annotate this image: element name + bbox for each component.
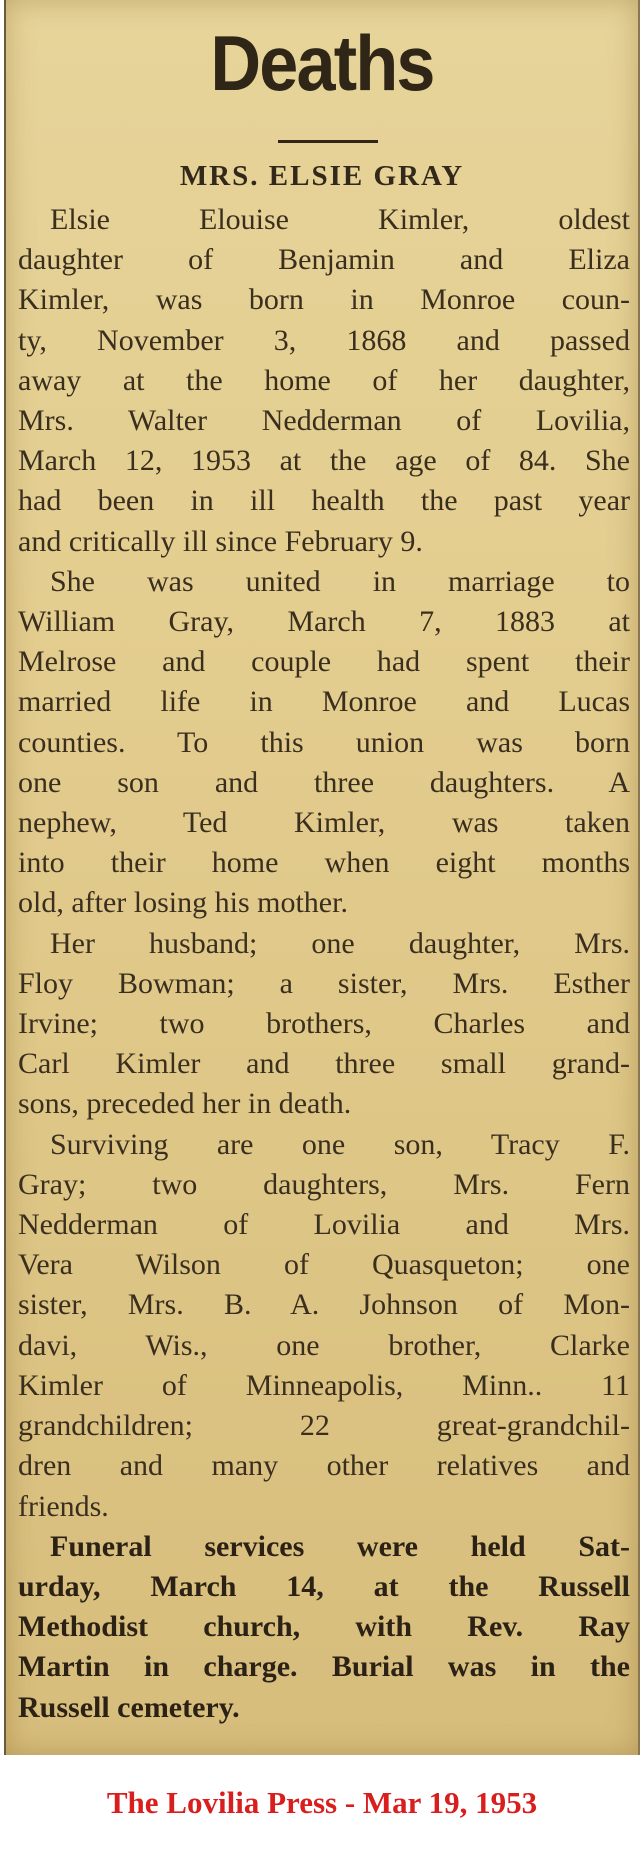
text-line: old, after losing his mother. bbox=[18, 886, 348, 920]
section-heading: Deaths bbox=[210, 19, 434, 107]
text-line: Surviving are one son, Tracy F. bbox=[50, 1127, 630, 1161]
text-line: davi, Wis., one brother, Clarke bbox=[18, 1328, 630, 1362]
text-line: and critically ill since February 9. bbox=[18, 524, 423, 558]
text-line: Kimler, was born in Monroe coun- bbox=[18, 283, 630, 317]
text-line: sons, preceded her in death. bbox=[18, 1087, 352, 1121]
text-line: into their home when eight months bbox=[18, 846, 630, 880]
text-line: Irvine; two brothers, Charles and bbox=[18, 1007, 630, 1041]
obituary-paragraph bbox=[18, 562, 630, 924]
text-line: grandchildren; 22 great-grandchil- bbox=[18, 1409, 630, 1443]
text-line: dren and many other relatives and bbox=[18, 1449, 630, 1483]
obituary-paragraph bbox=[18, 1527, 630, 1728]
text-line: She was united in marriage to bbox=[50, 564, 630, 598]
obituary-paragraph bbox=[18, 924, 630, 1125]
text-line: March 12, 1953 at the age of 84. She bbox=[18, 444, 630, 478]
text-line: one son and three daughters. A bbox=[18, 765, 630, 799]
text-line: urday, March 14, at the Russell bbox=[18, 1569, 630, 1603]
text-line: Martin in charge. Burial was in the bbox=[18, 1650, 630, 1684]
text-line: nephew, Ted Kimler, was taken bbox=[18, 806, 630, 840]
obituary-body bbox=[18, 200, 630, 1728]
text-line: daughter of Benjamin and Eliza bbox=[18, 243, 630, 277]
text-line: Her husband; one daughter, Mrs. bbox=[50, 926, 630, 960]
text-line: Carl Kimler and three small grand- bbox=[18, 1047, 630, 1081]
text-line: friends. bbox=[18, 1489, 109, 1523]
text-line: sister, Mrs. B. A. Johnson of Mon- bbox=[18, 1288, 630, 1322]
text-line: married life in Monroe and Lucas bbox=[18, 685, 630, 719]
text-line: Elsie Elouise Kimler, oldest bbox=[50, 203, 630, 236]
newspaper-clipping bbox=[4, 0, 640, 1755]
text-line: Gray; two daughters, Mrs. Fern bbox=[18, 1167, 630, 1201]
obituary-paragraph bbox=[18, 200, 630, 562]
source-caption: The Lovilia Press - Mar 19, 1953 bbox=[106, 1785, 538, 1820]
text-line: Funeral services were held Sat- bbox=[50, 1529, 630, 1563]
heading-rule bbox=[278, 140, 378, 143]
text-line: William Gray, March 7, 1883 at bbox=[18, 605, 630, 639]
obituary-name: MRS. ELSIE GRAY bbox=[179, 160, 465, 192]
text-line: Methodist church, with Rev. Ray bbox=[18, 1610, 630, 1644]
text-line: Kimler of Minneapolis, Minn.. 11 bbox=[18, 1368, 630, 1402]
text-line: Russell cemetery. bbox=[18, 1690, 240, 1724]
text-line: Melrose and couple had spent their bbox=[18, 645, 630, 679]
obituary-paragraph bbox=[18, 1125, 630, 1527]
text-line: Nedderman of Lovilia and Mrs. bbox=[18, 1208, 630, 1242]
text-line: had been in ill health the past year bbox=[18, 484, 630, 518]
text-line: Floy Bowman; a sister, Mrs. Esther bbox=[18, 966, 630, 1000]
text-line: away at the home of her daughter, bbox=[18, 363, 630, 397]
text-line: Mrs. Walter Nedderman of Lovilia, bbox=[18, 404, 630, 438]
text-line: Vera Wilson of Quasqueton; one bbox=[18, 1248, 630, 1282]
text-line: ty, November 3, 1868 and passed bbox=[18, 323, 630, 357]
text-line: counties. To this union was born bbox=[18, 725, 630, 759]
